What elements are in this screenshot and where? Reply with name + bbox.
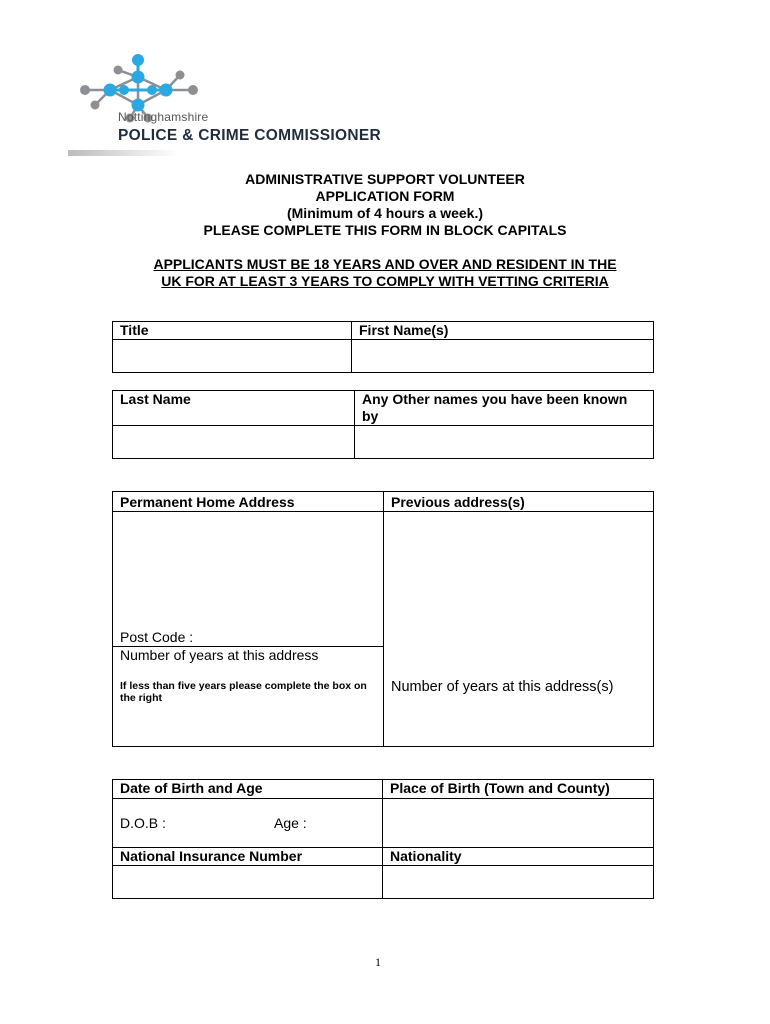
home-address-label: Permanent Home Address xyxy=(120,494,295,510)
heading-line-4: PLEASE COMPLETE THIS FORM IN BLOCK CAPITALS xyxy=(203,222,567,238)
dob-heading: Date of Birth and Age xyxy=(113,780,383,799)
logo-underline xyxy=(68,150,178,156)
nationality-field[interactable] xyxy=(383,866,654,899)
dob-age-field[interactable] xyxy=(113,799,383,848)
last-name-field[interactable] xyxy=(113,426,355,459)
title-field[interactable] xyxy=(113,340,352,373)
heading-line-3: (Minimum of 4 hours a week.) xyxy=(286,205,484,221)
previous-address-field[interactable] xyxy=(385,513,651,673)
title-label: Title xyxy=(113,322,352,340)
eligibility-notice xyxy=(100,256,670,290)
birth-table xyxy=(112,779,654,899)
dob-label: D.O.B : xyxy=(120,815,166,831)
nationality-label: Nationality xyxy=(383,848,654,866)
notice-line-1: APPLICANTS MUST BE 18 YEARS AND OVER AND RESIDENT IN THE xyxy=(153,256,617,272)
first-names-label: First Name(s) xyxy=(352,322,654,340)
address-divider xyxy=(383,492,384,746)
postcode-label: Post Code : xyxy=(120,629,194,645)
heading-line-1: ADMINISTRATIVE SUPPORT VOLUNTEER xyxy=(245,171,525,187)
form-heading xyxy=(100,171,670,239)
page-number: 1 xyxy=(375,955,381,969)
previous-address-label: Previous address(s) xyxy=(391,494,525,510)
other-names-field[interactable] xyxy=(355,426,654,459)
other-names-label: Any Other names you have been known by xyxy=(355,391,654,426)
ni-number-field[interactable] xyxy=(113,866,383,899)
age-label: Age : xyxy=(274,815,307,831)
first-names-field[interactable] xyxy=(352,340,654,373)
address-note: If less than five years please complete the box on the right xyxy=(120,680,367,704)
notice-line-2: UK FOR AT LEAST 3 YEARS TO COMPLY WITH VETTING CRITERIA xyxy=(161,273,609,289)
address-header-rule xyxy=(113,511,653,512)
place-of-birth-label: Place of Birth (Town and County) xyxy=(383,780,654,799)
home-address-field[interactable] xyxy=(114,513,382,626)
other-names-table xyxy=(112,390,654,459)
years-at-address-label: Number of years at this address xyxy=(120,647,319,663)
org-name: POLICE & CRIME COMMISSIONER xyxy=(118,127,382,144)
pcc-logo-icon xyxy=(60,50,350,165)
last-name-label: Last Name xyxy=(113,391,355,426)
place-of-birth-field[interactable] xyxy=(383,799,654,848)
name-table xyxy=(112,321,654,373)
heading-line-2: APPLICATION FORM xyxy=(315,188,455,204)
org-region: Nottinghamshire xyxy=(118,110,209,124)
years-previous-label: Number of years at this address(s) xyxy=(391,679,614,695)
ni-number-label: National Insurance Number xyxy=(113,848,383,866)
address-section xyxy=(112,491,654,747)
